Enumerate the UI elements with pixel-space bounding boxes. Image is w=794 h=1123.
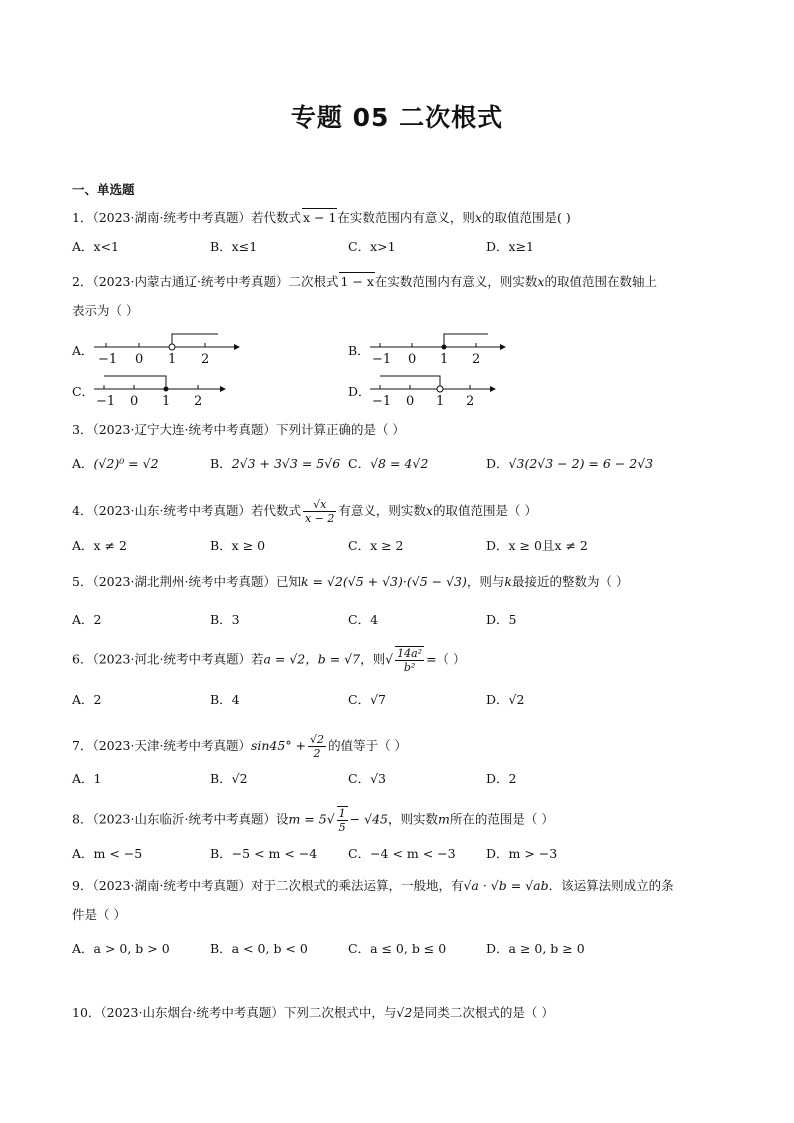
q4-option-a[interactable]: A．x ≠ 2 (72, 538, 127, 553)
tick-label: 1 (440, 352, 449, 366)
q7-option-c[interactable]: C．√3 (348, 771, 386, 786)
q5-option-b[interactable]: B．3 (210, 612, 240, 627)
q1-option-c[interactable]: C．x>1 (348, 239, 396, 254)
q8-option-d[interactable]: D．m > −3 (486, 846, 558, 861)
tick-label: 0 (135, 352, 144, 366)
page-title: 专题 05 二次根式 (290, 103, 504, 132)
tick-label: −1 (372, 394, 392, 408)
q8-option-b[interactable]: B．−5 < m < −4 (210, 846, 318, 861)
question-2: 2．（2023·内蒙古通辽·统考中考真题）二次根式 1 − x在实数范围内有意义，则实数x的取值范围在数轴上 (72, 274, 657, 289)
q3-option-a[interactable]: A．(√2)⁰ = √2 (72, 456, 159, 471)
tick-label: 2 (194, 394, 203, 408)
q3-option-c[interactable]: C．√8 = 4√2 (348, 456, 429, 471)
number-line-b (370, 330, 520, 366)
tick-label: −1 (96, 394, 116, 408)
question-4: 4．（2023·山东·统考中考真题）若代数式 $\frac{√x}{x - 2}$ 有意义，则实数x的取值范围是（ ） (72, 498, 537, 525)
question-5: 5．（2023·湖北荆州·统考中考真题）已知k = √2(√5 + √3)·(√5 − √3)，则与k最接近的整数为（ ） (72, 574, 629, 589)
q1-option-d[interactable]: D．x≥1 (486, 239, 534, 254)
q9-option-d[interactable]: D．a ≥ 0, b ≥ 0 (486, 941, 585, 956)
q6-option-a[interactable]: A．2 (72, 692, 102, 707)
q1-option-a[interactable]: A．x<1 (72, 239, 120, 254)
tick-label: 2 (201, 352, 210, 366)
q6-option-d[interactable]: D．√2 (486, 692, 525, 707)
question-3: 3．（2023·辽宁大连·统考中考真题）下列计算正确的是（ ） (72, 422, 405, 437)
q9-option-c[interactable]: C．a ≤ 0, b ≤ 0 (348, 941, 447, 956)
q4-option-b[interactable]: B．x ≥ 0 (210, 538, 266, 553)
tick-label: 0 (406, 394, 415, 408)
question-1: 1．（2023·湖南·统考中考真题）若代数式 x − 1在实数范围内有意义，则x的取值范围是( ) (72, 210, 571, 225)
question-9-line2: 件是（ ） (72, 907, 126, 922)
tick-label: −1 (372, 352, 392, 366)
q3-option-b[interactable]: B．2√3 + 3√3 = 5√6 (210, 456, 341, 471)
section-heading: 一、单选题 (72, 182, 135, 197)
q4-option-c[interactable]: C．x ≥ 2 (348, 538, 404, 553)
q6-option-c[interactable]: C．√7 (348, 692, 386, 707)
q5-option-c[interactable]: C．4 (348, 612, 379, 627)
number-line-a (94, 330, 244, 366)
q9-option-b[interactable]: B．a < 0, b < 0 (210, 941, 308, 956)
q4-option-d[interactable]: D．x ≥ 0且x ≠ 2 (486, 538, 588, 553)
q3-option-d[interactable]: D．√3(2√3 − 2) = 6 − 2√3 (486, 456, 654, 471)
question-2-line2: 表示为（ ） (72, 303, 139, 318)
q5-option-d[interactable]: D．5 (486, 612, 517, 627)
number-line-c (94, 372, 234, 408)
q7-option-d[interactable]: D．2 (486, 771, 517, 786)
tick-label: 2 (466, 394, 475, 408)
number-line-d (370, 372, 510, 408)
question-6: 6．（2023·河北·统考中考真题）若a = √2，b = √7，则√ $\frac{\text{14a²}}{\text{b²}}$ =（ ） (72, 647, 466, 674)
q6-option-b[interactable]: B．4 (210, 692, 240, 707)
q2-option-d[interactable]: D． (348, 384, 371, 399)
q8-option-c[interactable]: C．−4 < m < −3 (348, 846, 456, 861)
q9-option-a[interactable]: A．a > 0, b > 0 (72, 941, 170, 956)
question-7: 7．（2023·天津·统考中考真题）sin45° + $\frac{√2}{2}$ 的值等于（ ） (72, 733, 408, 760)
tick-label: 0 (408, 352, 417, 366)
q1-option-b[interactable]: B．x≤1 (210, 239, 258, 254)
q2-option-a[interactable]: A． (72, 343, 94, 358)
tick-label: 2 (472, 352, 481, 366)
tick-label: 1 (162, 394, 171, 408)
tick-label: 0 (130, 394, 139, 408)
tick-label: −1 (98, 352, 118, 366)
q7-option-a[interactable]: A．1 (72, 771, 102, 786)
question-9: 9．（2023·湖南·统考中考真题）对于二次根式的乘法运算，一般地，有√a · √b = √ab．该运算法则成立的条 (72, 878, 674, 893)
tick-label: 1 (436, 394, 445, 408)
q8-option-a[interactable]: A．m < −5 (72, 846, 143, 861)
tick-label: 1 (168, 352, 177, 366)
question-8: 8．（2023·山东临沂·统考中考真题）设m = 5√ $\frac{1}{5}$ − √45，则实数m所在的范围是（ ） (72, 807, 554, 834)
q2-option-c[interactable]: C． (72, 384, 95, 399)
q5-option-a[interactable]: A．2 (72, 612, 102, 627)
q7-option-b[interactable]: B．√2 (210, 771, 248, 786)
question-10: 10．（2023·山东烟台·统考中考真题）下列二次根式中，与√2是同类二次根式的是（ ） (72, 1005, 554, 1020)
q2-option-b[interactable]: B． (348, 343, 370, 358)
